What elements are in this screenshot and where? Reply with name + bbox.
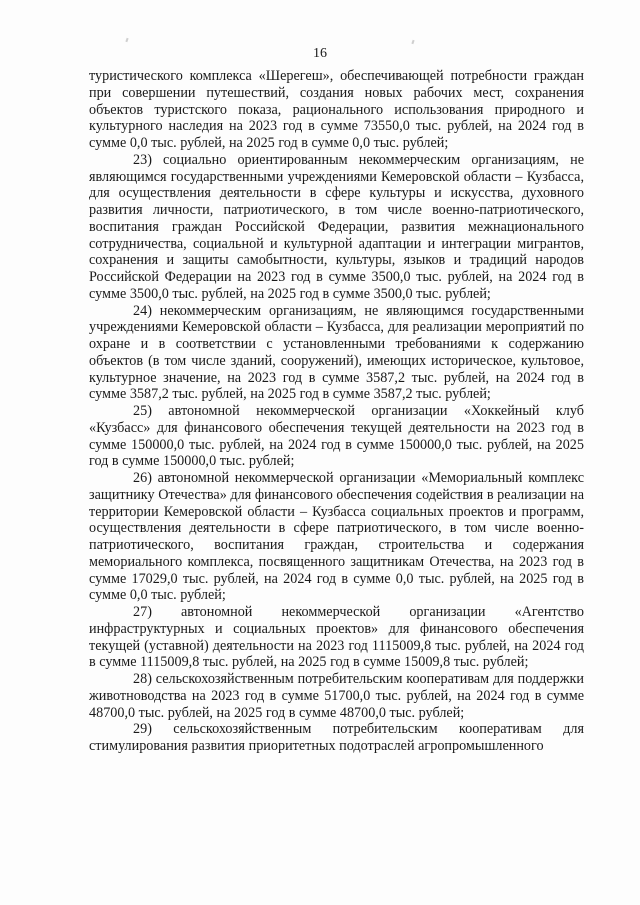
- paragraph-item-24: 24) некоммерческим организациям, не являющимся государственными учреждениями Кемеровской области – Кузбасса, для реализации мероприятий по охране и в соответствии с установленными требованиями к содержанию объектов (в том числе зданий, сооружений), имеющих историческое, культовое, культурное значение, на 2023 год в сумме 3587,2 тыс. рублей, на 2024 год в сумме 3587,2 тыс. рублей, на 2025 год в сумме 3587,2 тыс. рублей;: [89, 302, 584, 403]
- paragraph-continuation: туристического комплекса «Шерегеш», обеспечивающей потребности граждан при совершении путешествий, создания новых рабочих мест, сохранения объектов туристского показа, рационального использования природного и культурного наследия на 2023 год в сумме 73550,0 тыс. рублей, на 2024 год в сумме 0,0 тыс. рублей, на 2025 год в сумме 0,0 тыс. рублей;: [89, 68, 584, 151]
- scan-speck: [125, 38, 128, 42]
- paragraph-item-23: 23) социально ориентированным некоммерческим организациям, не являющимся государственными учреждениями Кемеровской области – Кузбасса, для осуществления деятельности в сфере культуры и искусства, духовного развития личности, патриотического, в том числе военно-патриотического, воспитания граждан Российской Федерации, развития межнационального сотрудничества, социальной и культурной адаптации и интеграции мигрантов, сохранения и защиты самобытности, культуры, языков и традиций народов Российской Федерации на 2023 год в сумме 3500,0 тыс. рублей, на 2024 год в сумме 3500,0 тыс. рублей, на 2025 год в сумме 3500,0 тыс. рублей;: [89, 151, 584, 302]
- paragraph-item-29: 29) сельскохозяйственным потребительским кооперативам для стимулирования развития приоритетных подотраслей агропромышленного: [89, 721, 584, 754]
- paragraph-item-28: 28) сельскохозяйственным потребительским кооперативам для поддержки животноводства на 2023 год в сумме 51700,0 тыс. рублей, на 2024 год в сумме 48700,0 тыс. рублей, на 2025 год в сумме 48700,0 тыс. рублей;: [89, 671, 584, 721]
- page-number: 16: [313, 46, 327, 61]
- paragraph-item-27: 27) автономной некоммерческой организации «Агентство инфраструктурных и социальных проектов» для финансового обеспечения текущей (уставной) деятельности на 2023 год 1115009,8 тыс. рублей, на 2024 год в сумме 1115009,8 тыс. рублей, на 2025 год в сумме 15009,8 тыс. рублей;: [89, 604, 584, 671]
- scan-speck: [411, 40, 414, 44]
- paragraph-item-25: 25) автономной некоммерческой организации «Хоккейный клуб «Кузбасс» для финансового обеспечения текущей деятельности на 2023 год в сумме 150000,0 тыс. рублей, на 2024 год в сумме 150000,0 тыс. рублей, на 2025 год в сумме 150000,0 тыс. рублей;: [89, 403, 584, 470]
- document-body: [89, 68, 584, 755]
- paragraph-item-26: 26) автономной некоммерческой организации «Мемориальный комплекс защитнику Отечества» для финансового обеспечения содействия в реализации на территории Кемеровской области – Кузбасса социальных проектов и программ, осуществления деятельности в сфере патриотического, в том числе военно-патриотического, воспитания граждан, строительства и содержания мемориального комплекса, посвященного защитникам Отечества, на 2023 год в сумме 17029,0 тыс. рублей, на 2024 год в сумме 0,0 тыс. рублей, на 2025 год в сумме 0,0 тыс. рублей;: [89, 470, 584, 604]
